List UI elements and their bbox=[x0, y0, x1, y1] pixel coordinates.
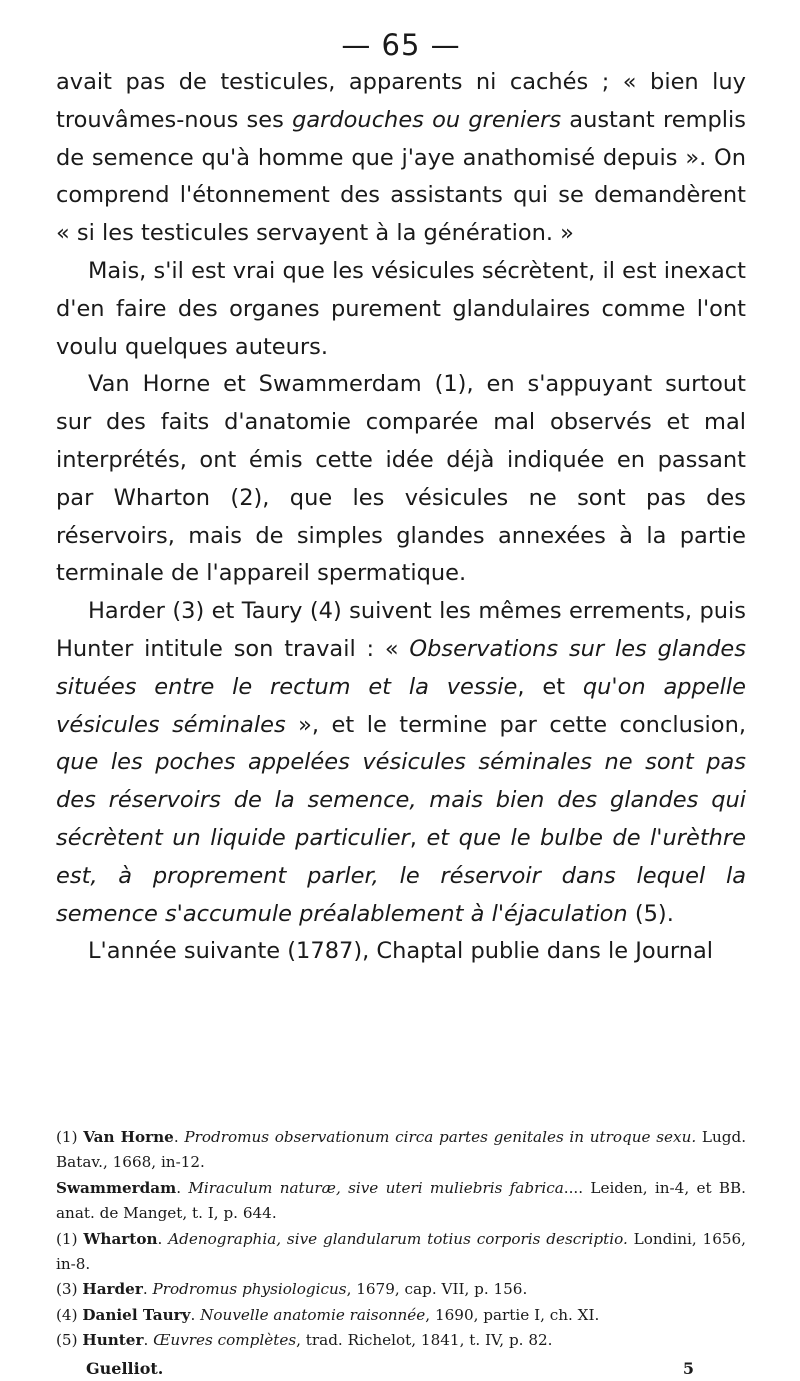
italic-text: qu'on appelle vésicules séminales bbox=[56, 673, 746, 738]
author-name: Wharton bbox=[83, 1229, 158, 1248]
paragraph bbox=[56, 593, 746, 933]
italic-text: Nouvelle anatomie raisonnée bbox=[200, 1305, 426, 1324]
footnote-list bbox=[56, 1125, 746, 1354]
italic-text: Miraculum naturæ, sive uteri muliebris fabrica bbox=[188, 1178, 564, 1197]
italic-text: gardouches ou greniers bbox=[292, 106, 562, 133]
paragraph bbox=[56, 64, 746, 253]
italic-text: Prodromus observationum circa partes genitales in utroque sexu. bbox=[184, 1128, 697, 1146]
text-run: . bbox=[157, 1229, 169, 1248]
author-name: Van Horne bbox=[83, 1128, 174, 1146]
text-run: (3) bbox=[56, 1280, 83, 1299]
text-run: , 1679, cap. VII, p. 156. bbox=[346, 1280, 528, 1299]
text-run: Van Horne et Swammerdam (1), en s'appuyant surtout sur des faits d'anatomie comparée mal observés et mal interprétés, ont émis cette idée déjà indiquée en passant par Wharton (2), que les vésicules ne sont pas des réservoirs, mais de simples glandes annexées à la partie terminale de l'appareil spermatique. bbox=[56, 371, 746, 587]
text-run: . bbox=[176, 1178, 189, 1197]
text-run: , trad. Richelot, 1841, t. IV, p. 82. bbox=[296, 1331, 553, 1350]
paragraph bbox=[56, 933, 746, 971]
footnote bbox=[56, 1227, 746, 1278]
text-run: . bbox=[142, 1280, 153, 1299]
text-run: L'année suivante (1787), Chaptal publie dans le Journal bbox=[88, 938, 714, 965]
footer-line bbox=[56, 1356, 746, 1381]
text-run: . bbox=[143, 1331, 154, 1350]
italic-text: que les poches appelées vésicules séminales ne sont pas des réservoirs de la semence, mais bien des glandes qui sécrètent un liquide particulier bbox=[56, 749, 746, 851]
footer-author: Guelliot. bbox=[86, 1358, 164, 1378]
italic-text: Œuvres complètes bbox=[153, 1331, 297, 1350]
text-run: .... Leiden, in-4, et BB. anat. de Manget, t. I, p. 644. bbox=[56, 1178, 747, 1223]
text-run: », et le termine par cette conclusion, bbox=[285, 711, 746, 738]
author-name: Daniel Taury bbox=[82, 1305, 191, 1324]
footnote bbox=[56, 1176, 746, 1227]
italic-text: Adenographia, sive glandularum totius corporis descriptio. bbox=[168, 1229, 628, 1248]
text-run: Mais, s'il est vrai que les vésicules sécrètent, il est inexact d'en faire des organes purement glandulaires comme l'ont voulu quelques auteurs. bbox=[56, 257, 746, 360]
page-number: — 65 — bbox=[341, 28, 461, 62]
italic-text: Observations sur les glandes situées entre le rectum et la vessie bbox=[56, 635, 747, 700]
footnote bbox=[56, 1303, 746, 1328]
text-run: , et bbox=[517, 673, 583, 700]
text-run: , bbox=[409, 824, 427, 851]
footnote bbox=[56, 1277, 746, 1302]
author-name: Swammerdam bbox=[56, 1178, 177, 1197]
text-run: (4) bbox=[56, 1305, 83, 1324]
text-run: . bbox=[173, 1128, 185, 1146]
italic-text: et que le bulbe de l'urèthre est, à proprement parler, le réservoir dans lequel la semence s'accumule préalablement à l'éjaculation bbox=[56, 824, 747, 927]
text-run: , 1690, partie I, ch. XI. bbox=[425, 1305, 600, 1324]
footer-signature-mark: 5 bbox=[682, 1358, 694, 1378]
text-run: (1) bbox=[56, 1229, 84, 1248]
footnotes bbox=[56, 1125, 746, 1381]
text-run: austant remplis de semence qu'à homme que j'aye anathomisé depuis ». On comprend l'étonnement des assistants qui se demandèrent « si les testicules servayent à la génération. » bbox=[56, 106, 746, 247]
text-run: (5) bbox=[56, 1331, 83, 1350]
footnote bbox=[56, 1125, 746, 1176]
footnote bbox=[56, 1328, 746, 1353]
author-name: Harder bbox=[82, 1280, 143, 1299]
text-run: (5). bbox=[627, 900, 674, 927]
italic-text: Prodromus physiologicus bbox=[152, 1280, 347, 1299]
text-run: (1) bbox=[56, 1128, 84, 1146]
text-run: avait pas de testicules, apparents ni cachés ; « bien luy trouvâmes-nous ses bbox=[56, 69, 746, 133]
text-run: Harder (3) et Taury (4) suivent les mêmes errements, puis Hunter intitule son travail : « bbox=[56, 598, 746, 662]
body-text bbox=[56, 64, 746, 971]
text-run: . bbox=[190, 1305, 201, 1324]
text-run: Londini, 1656, in-8. bbox=[56, 1229, 747, 1274]
text-run: Lugd. Batav., 1668, in-12. bbox=[56, 1128, 747, 1172]
paragraph bbox=[56, 366, 746, 593]
author-name: Hunter bbox=[82, 1331, 144, 1350]
paragraph bbox=[56, 253, 746, 366]
